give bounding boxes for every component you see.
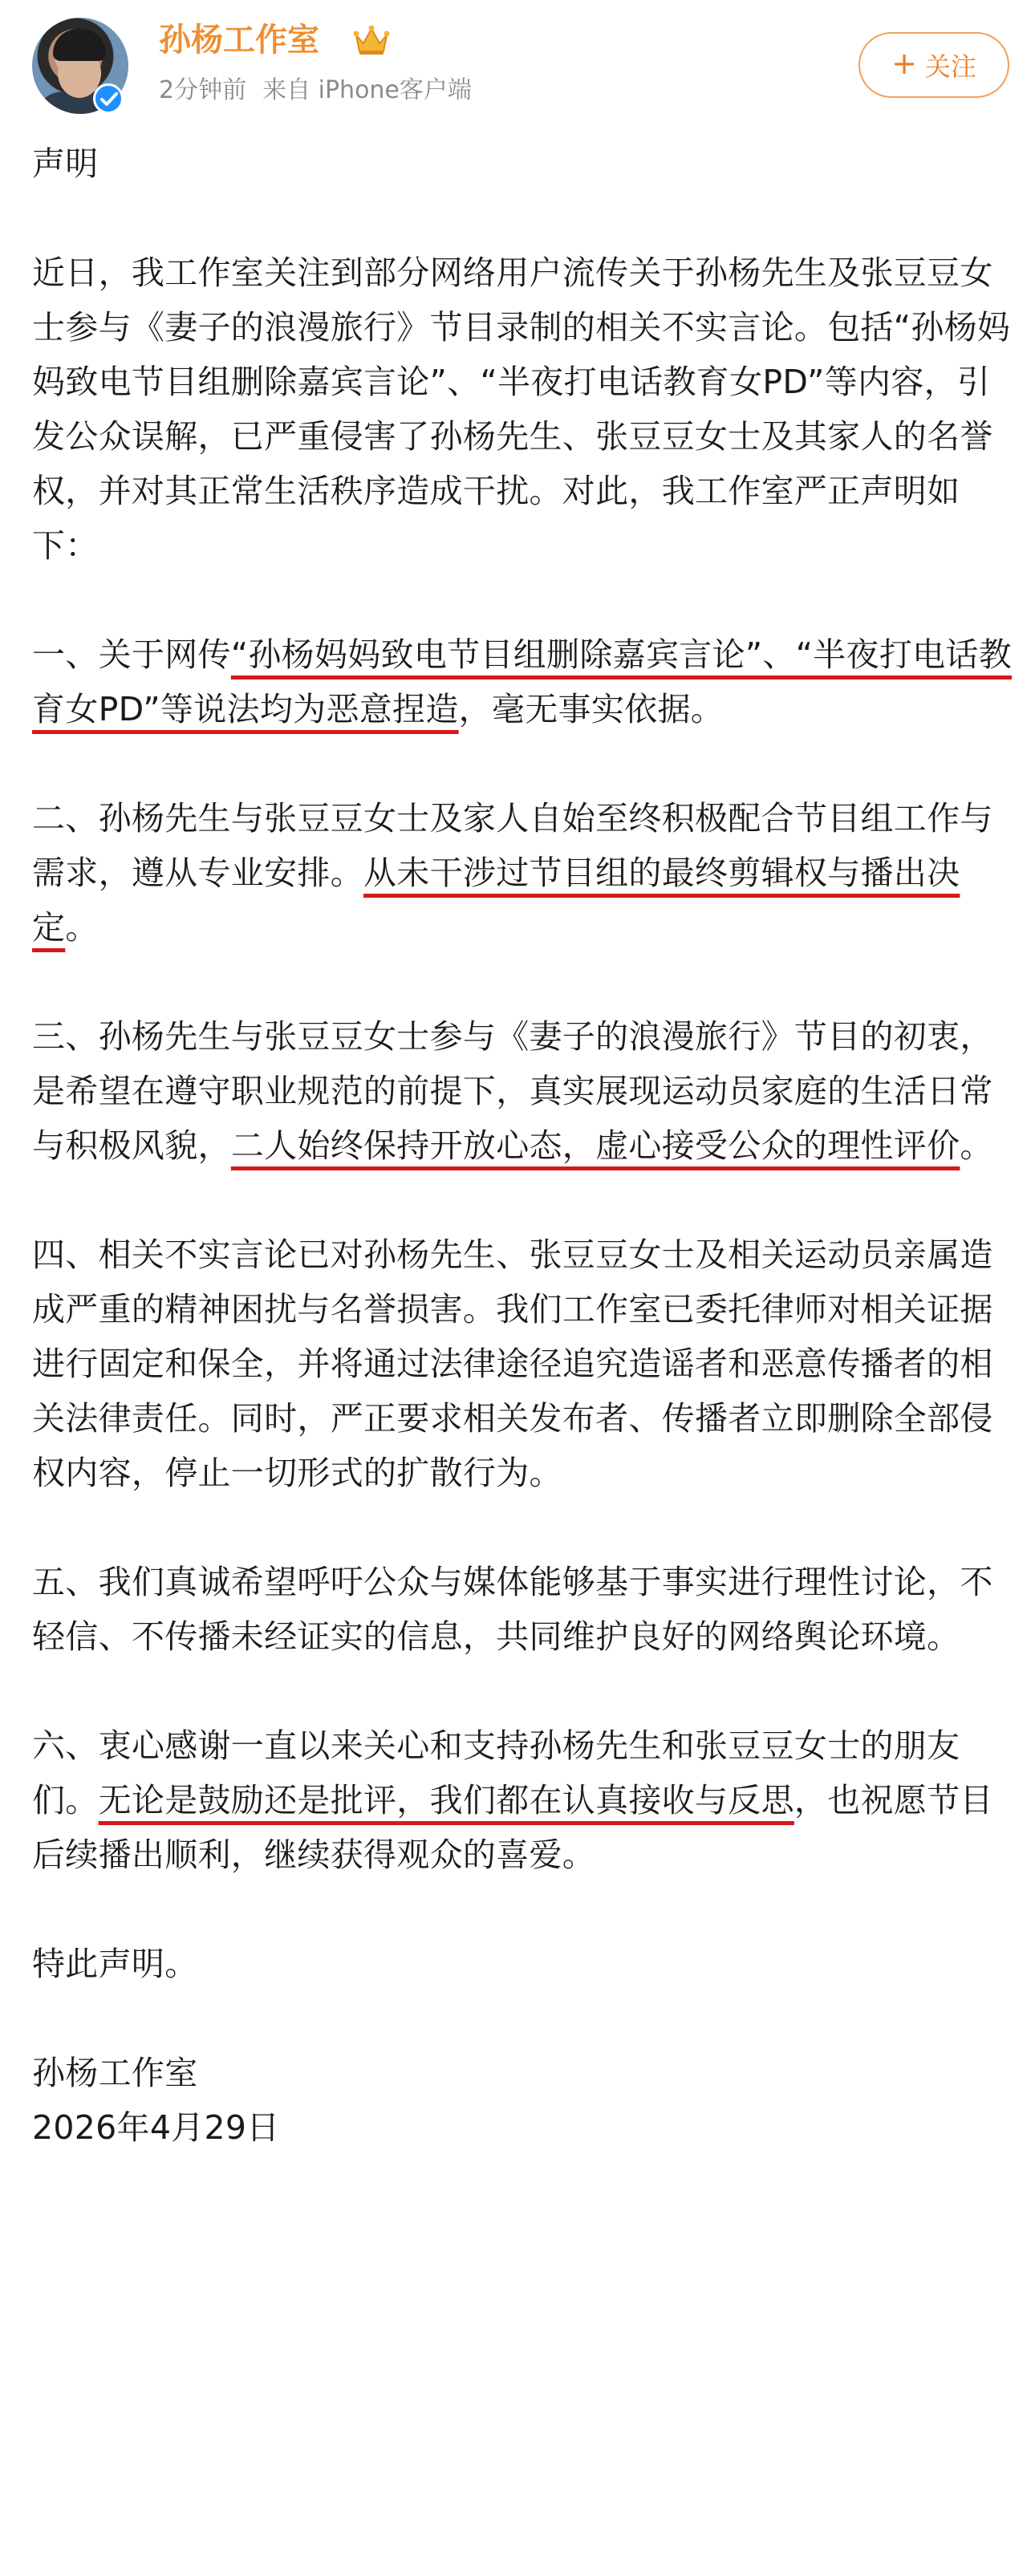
paragraph-1	[32, 627, 1019, 736]
p3-text-b: 。	[960, 1126, 993, 1165]
p2-text-b: 。	[65, 908, 99, 947]
p6-highlight: 无论是鼓励还是批评，我们都在认真接收与反思	[98, 1781, 794, 1819]
paragraph-5: 五、我们真诚希望呼吁公众与媒体能够基于事实进行理性讨论，不轻信、不传播未经证实的信息，共同维护良好的网络舆论环境。	[32, 1563, 993, 1656]
p6-text-b: ，也祝愿节目后续播出顺利，继续获得观众的喜爱。	[32, 1781, 993, 1874]
paragraph-intro: 近日，我工作室关注到部分网络用户流传关于孙杨先生及张豆豆女士参与《妻子的浪漫旅行》节目录制的相关不实言论。包括“孙杨妈妈致电节目组删除嘉宾言论”、“半夜打电话教育女PD”等内容，引发公众误解，已严重侵害了孙杨先生、张豆豆女士及其家人的名誉权，并对其正常生活秩序造成干扰。对此，我工作室严正声明如下：	[32, 254, 1011, 565]
post-title: 声明	[32, 144, 99, 183]
p2-highlight: 从未干涉过节目组的最终剪辑权与播出决定	[32, 854, 960, 947]
paragraph-6	[32, 1718, 1019, 1882]
post-meta	[159, 76, 488, 105]
p3-text-a: 三、孙杨先生与张豆豆女士参与《妻子的浪漫旅行》节目的初衷，是希望在遵守职业规范的前提下，真实展现运动员家庭的生活日常与积极风貌，	[32, 1017, 993, 1165]
verified-icon	[93, 83, 124, 114]
paragraph-2	[32, 791, 1019, 955]
post-body	[32, 136, 1019, 2155]
swim-cap	[53, 29, 106, 61]
account-name[interactable]: 孙杨工作室	[159, 22, 319, 59]
crown-icon	[353, 24, 390, 56]
p1-highlight: “孙杨妈妈致电节目组删除嘉宾言论”、“半夜打电话教育女PD”等说法均为恶意捏造	[32, 635, 1013, 728]
closing-line: 特此声明。	[32, 1945, 198, 1983]
post-source[interactable]: 来自 iPhone客户端	[262, 76, 472, 104]
paragraph-3	[32, 1009, 1019, 1173]
post-header	[0, 0, 1035, 128]
p1-text-a: 一、关于网传	[32, 635, 231, 674]
statement-date: 2026年4月29日	[32, 2108, 280, 2147]
p2-text-a: 二、孙杨先生与张豆豆女士及家人自始至终积极配合节目组工作与需求，遵从专业安排。	[32, 799, 993, 892]
plus-icon: +	[891, 46, 917, 81]
follow-label: 关注	[924, 51, 976, 82]
follow-button[interactable]	[858, 32, 1009, 98]
p3-highlight: 二人始终保持开放心态，虚心接受公众的理性评价	[230, 1126, 960, 1165]
paragraph-4: 四、相关不实言论已对孙杨先生、张豆豆女士及相关运动员亲属造成严重的精神困扰与名誉损害。我们工作室已委托律师对相关证据进行固定和保全，并将通过法律途径追究造谣者和恶意传播者的相关法律责任。同时，严正要求相关发布者、传播者立即删除全部侵权内容，停止一切形式的扩散行为。	[32, 1235, 993, 1492]
p1-text-b: ，毫无事实依据。	[458, 690, 724, 728]
signature: 孙杨工作室	[32, 2054, 198, 2092]
p6-text-a: 六、衷心感谢一直以来关心和支持孙杨先生和张豆豆女士的朋友们。	[32, 1726, 960, 1819]
post-time: 2分钟前	[159, 76, 247, 104]
